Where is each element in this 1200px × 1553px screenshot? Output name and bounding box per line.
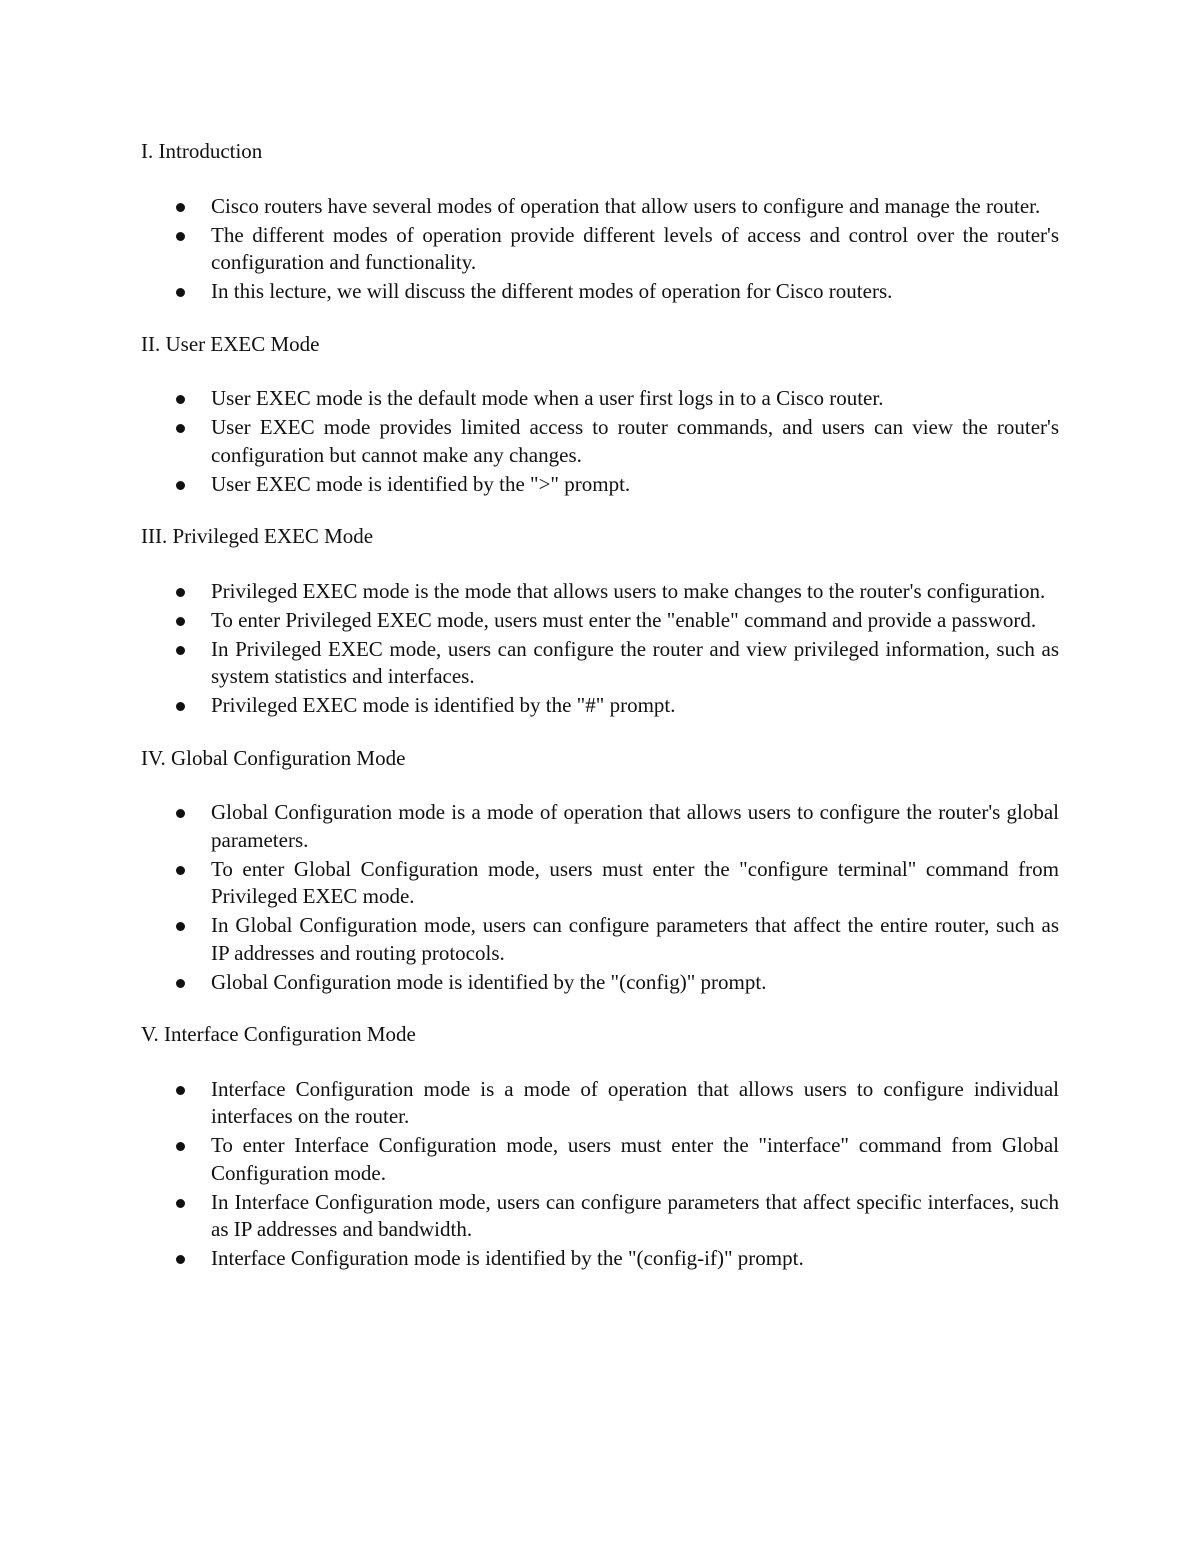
- section-interface-configuration-mode: [141, 1021, 1059, 1273]
- list-item-text: In Global Configuration mode, users can configure parameters that affect the entire router, such as IP addresses and routing protocols.: [211, 913, 1059, 965]
- list-item-text: Cisco routers have several modes of operation that allow users to configure and manage the router.: [211, 193, 1041, 218]
- section-global-configuration-mode: [141, 745, 1059, 997]
- list-item-text: In Privileged EXEC mode, users can configure the router and view privileged information, such as system statistics and interfaces.: [211, 636, 1059, 688]
- bullet-icon: [176, 232, 185, 241]
- list-item-text: In Interface Configuration mode, users can configure parameters that affect specific interfaces, such as IP addresses and bandwidth.: [211, 1189, 1059, 1241]
- list-item-text: User EXEC mode provides limited access to router commands, and users can view the router's configuration but cannot make any changes.: [211, 415, 1059, 467]
- section-user-exec-mode: [141, 331, 1059, 499]
- bullet-list: [141, 385, 1059, 498]
- bullet-icon: [176, 979, 185, 988]
- list-item: [141, 607, 1059, 635]
- list-item: [141, 578, 1059, 606]
- section-introduction: [141, 138, 1059, 306]
- list-item: [141, 969, 1059, 997]
- list-item-text: Interface Configuration mode is identified by the "(config-if)" prompt.: [211, 1246, 804, 1270]
- section-heading: III. Privileged EXEC Mode: [141, 524, 374, 548]
- list-item-text: To enter Global Configuration mode, users must enter the "configure terminal" command from Privileged EXEC mode.: [211, 856, 1059, 908]
- list-item: [141, 856, 1059, 911]
- bullet-icon: [176, 288, 185, 297]
- section-privileged-exec-mode: [141, 523, 1059, 720]
- bullet-list: [141, 1076, 1059, 1273]
- list-item: [141, 1076, 1059, 1131]
- list-item-text: In this lecture, we will discuss the different modes of operation for Cisco routers.: [211, 279, 893, 303]
- bullet-icon: [176, 646, 185, 655]
- bullet-icon: [176, 617, 185, 626]
- bullet-list: [141, 799, 1059, 996]
- list-item: [141, 1132, 1059, 1187]
- list-item: [141, 385, 1059, 413]
- list-item-text: Interface Configuration mode is a mode of operation that allows users to configure individual interfaces on the router.: [211, 1076, 1059, 1128]
- bullet-icon: [176, 922, 185, 931]
- list-item: [141, 912, 1059, 967]
- list-item: [141, 414, 1059, 469]
- list-item: [141, 222, 1059, 277]
- bullet-icon: [176, 1199, 185, 1208]
- bullet-icon: [176, 1142, 185, 1151]
- bullet-icon: [176, 1086, 185, 1095]
- list-item: [141, 193, 1059, 221]
- section-heading: V. Interface Configuration Mode: [141, 1022, 416, 1046]
- list-item: [141, 278, 1059, 306]
- list-item-text: User EXEC mode is identified by the ">" prompt.: [211, 471, 631, 496]
- bullet-icon: [176, 203, 185, 212]
- list-item-text: Privileged EXEC mode is the mode that allows users to make changes to the router's configuration.: [211, 578, 1046, 603]
- section-heading: IV. Global Configuration Mode: [141, 745, 406, 770]
- list-item: [141, 1189, 1059, 1244]
- list-item-text: Global Configuration mode is identified by the "(config)" prompt.: [211, 969, 767, 994]
- list-item-text: To enter Interface Configuration mode, users must enter the "interface" command from Global Configuration mode.: [211, 1133, 1059, 1185]
- bullet-icon: [176, 395, 185, 404]
- list-item-text: The different modes of operation provide different levels of access and control over the router's configuration and functionality.: [211, 222, 1059, 274]
- bullet-list: [141, 193, 1059, 306]
- list-item: [141, 636, 1059, 691]
- bullet-icon: [176, 1255, 185, 1264]
- list-item: [141, 471, 1059, 499]
- section-heading: I. Introduction: [141, 139, 263, 163]
- bullet-icon: [176, 481, 185, 490]
- bullet-icon: [176, 702, 185, 711]
- bullet-icon: [176, 424, 185, 433]
- bullet-icon: [176, 809, 185, 818]
- bullet-icon: [176, 866, 185, 875]
- list-item: [141, 1245, 1059, 1273]
- list-item-text: To enter Privileged EXEC mode, users must enter the "enable" command and provide a password.: [211, 607, 1037, 632]
- section-heading: II. User EXEC Mode: [141, 331, 320, 356]
- bullet-list: [141, 578, 1059, 720]
- list-item: [141, 799, 1059, 854]
- list-item: [141, 692, 1059, 720]
- list-item-text: Privileged EXEC mode is identified by the "#" prompt.: [211, 693, 676, 717]
- document-page: [141, 138, 1059, 1298]
- bullet-icon: [176, 588, 185, 597]
- list-item-text: User EXEC mode is the default mode when a user first logs in to a Cisco router.: [211, 386, 884, 410]
- list-item-text: Global Configuration mode is a mode of operation that allows users to configure the router's global parameters.: [211, 800, 1059, 852]
